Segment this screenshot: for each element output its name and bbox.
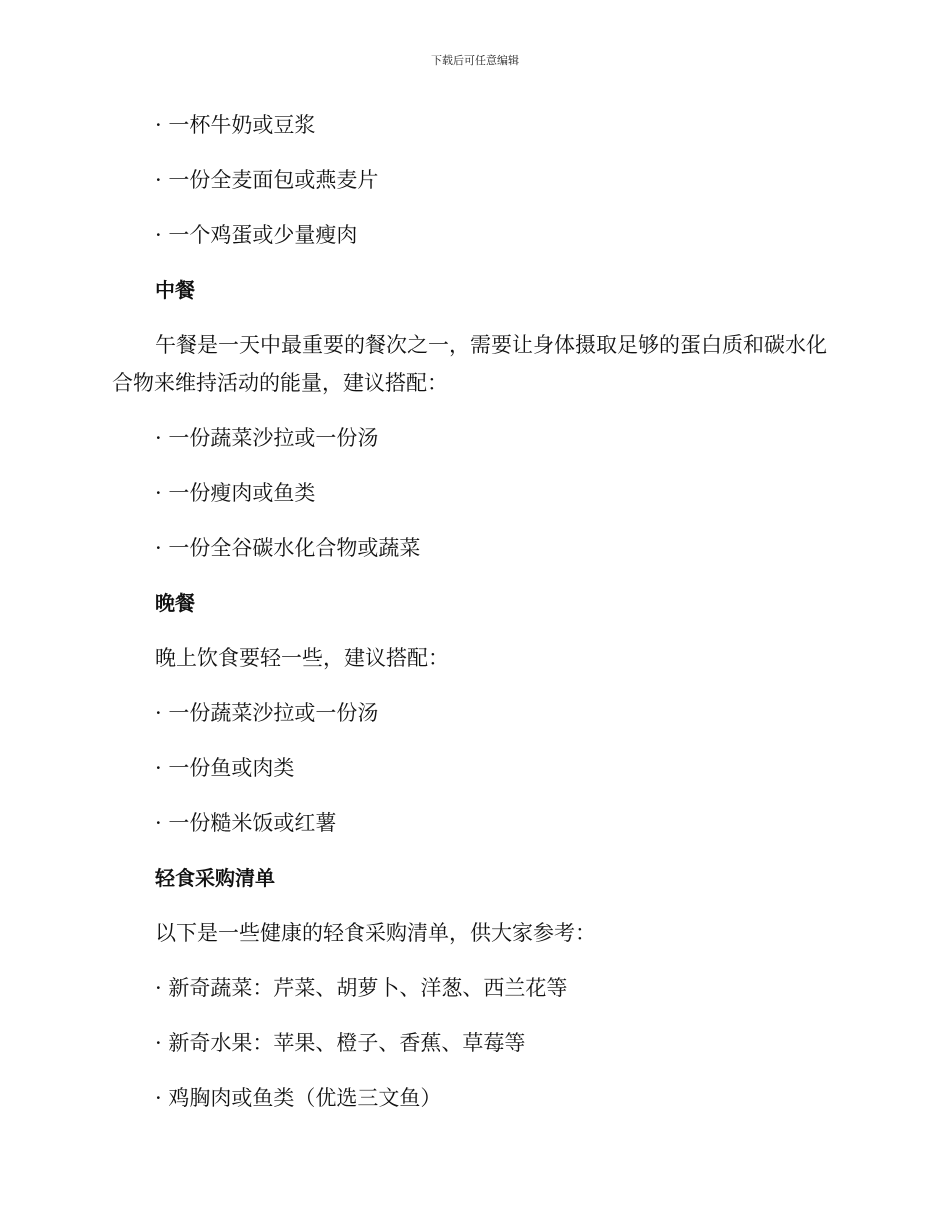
dinner-heading: 晚餐 xyxy=(155,591,195,615)
lunch-paragraph: 午餐是一天中最重要的餐次之一，需要让身体摄取足够的蛋白质和碳水化合物来维持活动的能量，建议搭配： xyxy=(112,333,827,395)
dinner-item-fish: · 一份鱼或肉类 xyxy=(155,756,295,780)
lunch-item-grain: · 一份全谷碳水化合物或蔬菜 xyxy=(155,536,421,560)
shopping-item-protein: · 鸡胸肉或鱼类（优选三文鱼） xyxy=(155,1086,442,1110)
breakfast-item-egg: · 一个鸡蛋或少量瘦肉 xyxy=(155,223,358,247)
breakfast-item-bread: · 一份全麦面包或燕麦片 xyxy=(155,168,379,192)
shopping-item-vegetables: · 新奇蔬菜：芹菜、胡萝卜、洋葱、西兰花等 xyxy=(155,976,568,1000)
shopping-intro: 以下是一些健康的轻食采购清单，供大家参考： xyxy=(155,921,596,945)
shopping-heading: 轻食采购清单 xyxy=(155,866,275,890)
dinner-item-rice: · 一份糙米饭或红薯 xyxy=(155,811,337,835)
lunch-heading: 中餐 xyxy=(155,278,195,302)
dinner-item-salad: · 一份蔬菜沙拉或一份汤 xyxy=(155,701,379,725)
page-header: 下载后可任意编辑 xyxy=(431,54,519,67)
lunch-item-meat: · 一份瘦肉或鱼类 xyxy=(155,481,316,505)
document-body xyxy=(112,110,832,1138)
breakfast-item-milk: · 一杯牛奶或豆浆 xyxy=(155,113,316,137)
lunch-item-salad: · 一份蔬菜沙拉或一份汤 xyxy=(155,426,379,450)
shopping-item-fruits: · 新奇水果：苹果、橙子、香蕉、草莓等 xyxy=(155,1031,526,1055)
dinner-intro: 晚上饮食要轻一些，建议搭配： xyxy=(155,646,449,670)
